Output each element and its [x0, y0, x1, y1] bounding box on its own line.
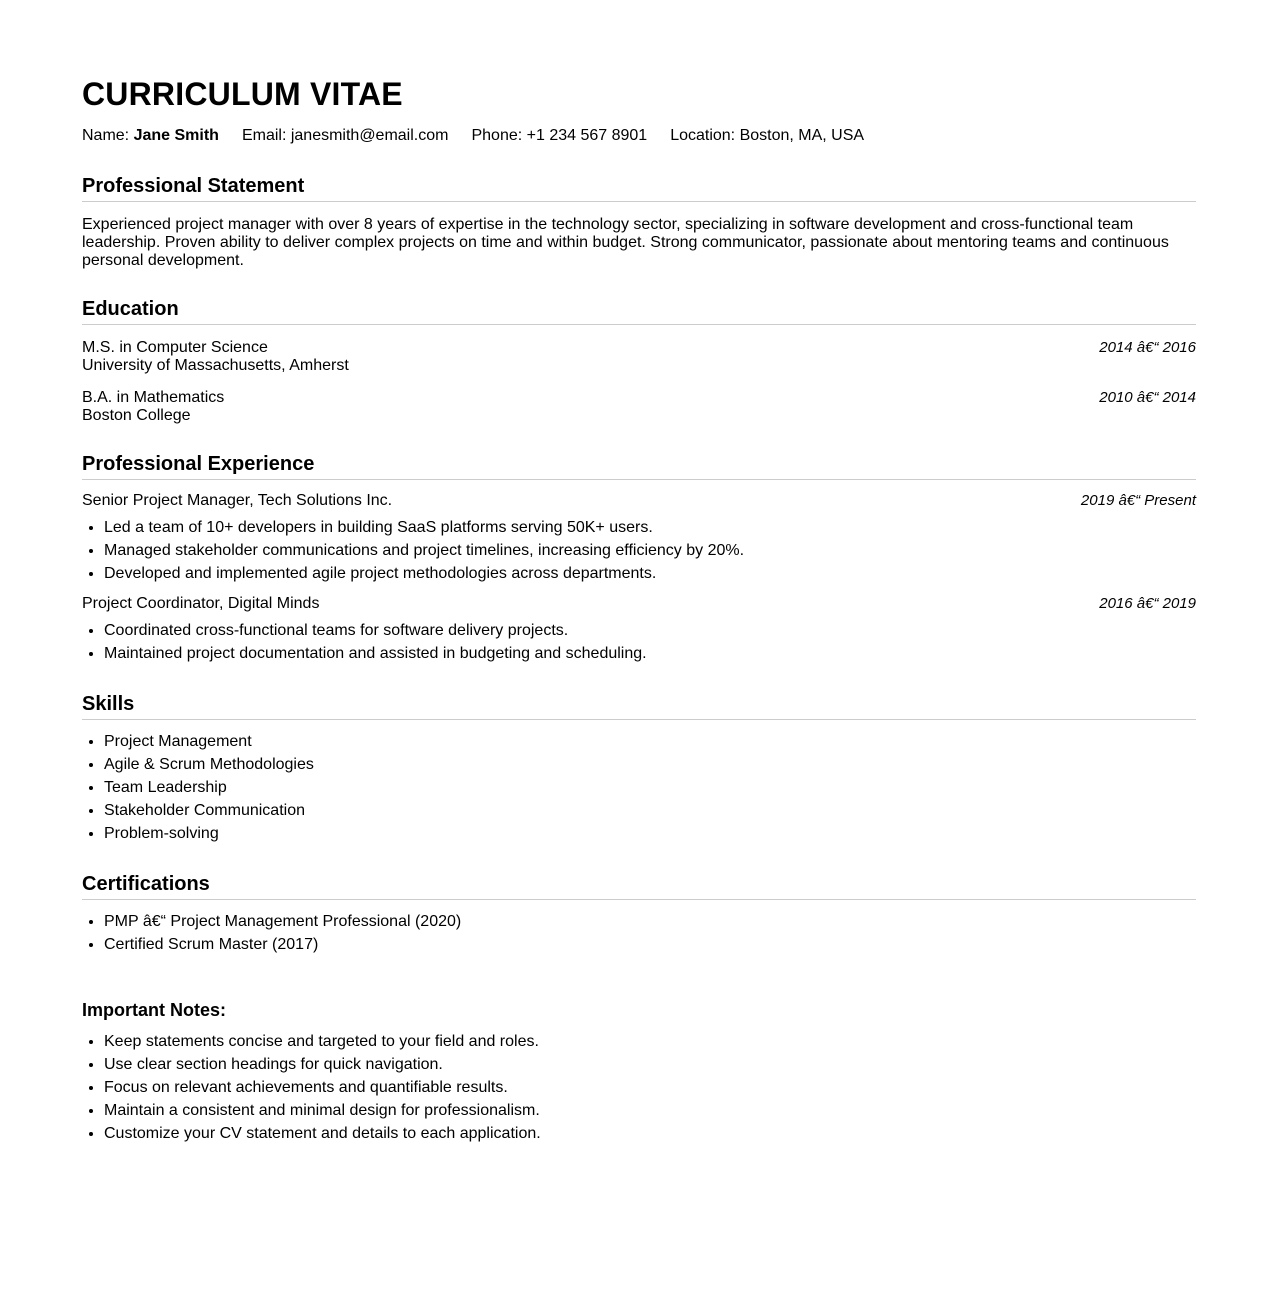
list-item: • Managed stakeholder communications and project timelines, increasing efficiency by 20%.	[104, 539, 1196, 562]
job-dates: 2019 â€“ Present	[1080, 492, 1196, 509]
notes-section	[82, 998, 1196, 1145]
list-item: • Stakeholder Communication	[104, 799, 1196, 822]
cv-page	[82, 0, 1196, 1145]
skills-heading: Skills	[82, 691, 1196, 720]
certifications-heading: Certifications	[82, 871, 1196, 900]
education-entry	[82, 389, 1196, 425]
contact-location: Location: Boston, MA, USA	[670, 127, 865, 144]
job-bullets	[82, 619, 1196, 665]
list-item: • Certified Scrum Master (2017)	[104, 933, 1196, 956]
name-value: Jane Smith	[133, 127, 219, 144]
list-item: • Customize your CV statement and details to each application.	[104, 1122, 1196, 1145]
education-degree: M.S. in Computer Science	[82, 339, 268, 356]
list-item: • PMP â€“ Project Management Professional (2020)	[104, 910, 1196, 933]
experience-section	[82, 451, 1196, 665]
job-role: Project Coordinator, Digital Minds	[82, 595, 320, 612]
name-label: Name:	[82, 127, 130, 144]
job-role: Senior Project Manager, Tech Solutions Inc.	[82, 492, 393, 509]
skills-list	[82, 730, 1196, 845]
notes-heading: Important Notes:	[82, 1000, 226, 1020]
list-item: • Focus on relevant achievements and quantifiable results.	[104, 1076, 1196, 1099]
education-dates: 2014 â€“ 2016	[1099, 339, 1196, 356]
contact-name	[82, 125, 219, 147]
job-dates: 2016 â€“ 2019	[1099, 595, 1196, 612]
education-school: University of Massachusetts, Amherst	[82, 357, 349, 374]
education-school: Boston College	[82, 407, 191, 424]
certifications-section	[82, 871, 1196, 956]
page-title: CURRICULUM VITAE	[82, 76, 403, 112]
education-section	[82, 296, 1196, 425]
list-item: • Problem-solving	[104, 822, 1196, 845]
job-bullets	[82, 516, 1196, 585]
list-item: • Use clear section headings for quick navigation.	[104, 1053, 1196, 1076]
statement-text: Experienced project manager with over 8 years of expertise in the technology sector, specializing in software development and cross-functional team leadership. Proven ability to deliver complex projects on time and within budget. Strong communicator, passionate about mentoring teams and continuous personal development.	[82, 216, 1169, 269]
education-heading: Education	[82, 296, 1196, 325]
list-item: • Project Management	[104, 730, 1196, 753]
list-item: • Maintain a consistent and minimal design for professionalism.	[104, 1099, 1196, 1122]
job-entry	[82, 595, 1196, 665]
contact-phone: Phone: +1 234 567 8901	[471, 127, 648, 144]
job-entry	[82, 492, 1196, 585]
statement-heading: Professional Statement	[82, 173, 1196, 202]
list-item: • Maintained project documentation and assisted in budgeting and scheduling.	[104, 642, 1196, 665]
statement-section	[82, 173, 1196, 270]
contact-email: Email: janesmith@email.com	[241, 127, 449, 144]
education-degree: B.A. in Mathematics	[82, 389, 225, 406]
list-item: • Developed and implemented agile project methodologies across departments.	[104, 562, 1196, 585]
list-item: • Keep statements concise and targeted to your field and roles.	[104, 1030, 1196, 1053]
list-item: • Led a team of 10+ developers in building SaaS platforms serving 50K+ users.	[104, 516, 1196, 539]
experience-heading: Professional Experience	[82, 451, 1196, 480]
education-dates: 2010 â€“ 2014	[1099, 389, 1196, 406]
list-item: • Agile & Scrum Methodologies	[104, 753, 1196, 776]
list-item: • Coordinated cross-functional teams for software delivery projects.	[104, 619, 1196, 642]
contact-info	[82, 125, 1196, 147]
list-item: • Team Leadership	[104, 776, 1196, 799]
education-entry	[82, 339, 1196, 375]
notes-list	[82, 1030, 1196, 1145]
skills-section	[82, 691, 1196, 845]
certifications-list	[82, 910, 1196, 956]
